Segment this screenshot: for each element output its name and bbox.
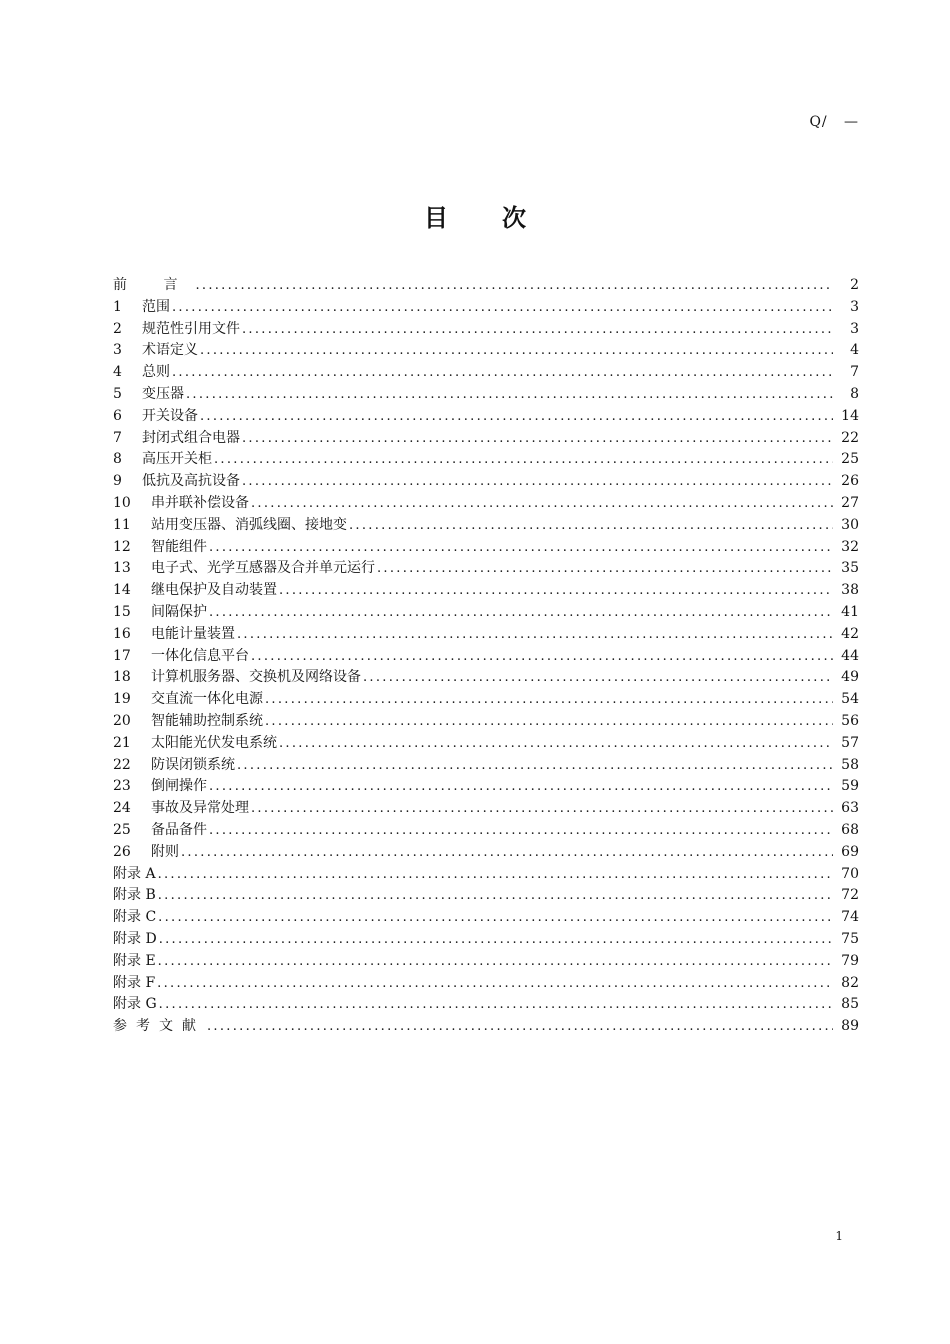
toc-entry-page: 82 <box>841 974 859 991</box>
toc-leader-dots <box>363 667 833 689</box>
toc-entry-number: 16 <box>113 625 131 642</box>
toc-entry-page: 56 <box>841 712 859 729</box>
toc-entry-number: 4 <box>113 364 122 381</box>
toc-entry-number: 9 <box>113 473 122 490</box>
toc-entry-number: 18 <box>113 669 131 686</box>
toc-entry-number: 22 <box>113 756 131 773</box>
toc-entry-title: 附录 A <box>113 865 156 882</box>
toc-leader-dots <box>279 733 833 755</box>
toc-entry-number: 17 <box>113 647 131 664</box>
toc-entry-title: 附录 E <box>113 952 156 969</box>
toc-entry-title: 附录 D <box>113 930 157 947</box>
toc-entry-number: 25 <box>113 821 131 838</box>
toc-entry-title: 规范性引用文件 <box>142 320 240 337</box>
toc-entry-page: 41 <box>841 603 859 620</box>
toc-entry[interactable] <box>113 362 859 384</box>
toc-leader-dots <box>207 1016 833 1038</box>
toc-entry-title: 低抗及高抗设备 <box>142 473 240 490</box>
toc-entry[interactable] <box>113 667 859 689</box>
toc-leader-dots <box>251 493 833 515</box>
toc-list <box>113 275 859 1038</box>
toc-entry[interactable] <box>113 820 859 842</box>
toc-entry-number: 20 <box>113 712 131 729</box>
toc-leader-dots <box>349 515 833 537</box>
toc-entry[interactable] <box>113 493 859 515</box>
toc-entry-page: 89 <box>841 1018 859 1035</box>
toc-entry-title: 太阳能光伏发电系统 <box>151 734 277 751</box>
toc-entry-page: 69 <box>841 843 859 860</box>
toc-leader-dots <box>186 384 833 406</box>
toc-title-part2: 次 <box>502 204 526 232</box>
toc-entry-number: 5 <box>113 385 122 402</box>
toc-entry-page: 57 <box>841 734 859 751</box>
toc-leader-dots <box>237 624 833 646</box>
toc-entry-page: 26 <box>841 473 859 490</box>
toc-entry-title: 防误闭锁系统 <box>151 756 235 773</box>
toc-entry-number: 15 <box>113 603 131 620</box>
toc-entry-title: 智能组件 <box>151 538 207 555</box>
toc-entry-title: 总则 <box>142 364 170 381</box>
toc-entry-title: 封闭式组合电器 <box>142 429 240 446</box>
toc-entry-title: 开关设备 <box>142 407 198 424</box>
toc-entry-title: 备品备件 <box>151 821 207 838</box>
toc-entry-page: 22 <box>841 429 859 446</box>
toc-leader-dots <box>279 580 833 602</box>
toc-leader-dots <box>172 297 833 319</box>
toc-entry[interactable] <box>113 449 859 471</box>
toc-entry-title: 继电保护及自动装置 <box>151 582 277 599</box>
toc-entry-page: 3 <box>850 320 859 337</box>
toc-entry-title: 前 言 <box>113 277 194 293</box>
toc-leader-dots <box>157 973 833 995</box>
document-code: Q/ — <box>809 114 859 130</box>
toc-entry-title: 高压开关柜 <box>142 451 212 468</box>
toc-entry-title: 一体化信息平台 <box>151 647 249 664</box>
toc-entry-appendix[interactable] <box>113 994 859 1016</box>
toc-entry-foreword[interactable] <box>113 275 859 297</box>
toc-entry-page: 59 <box>841 778 859 795</box>
toc-entry-number: 23 <box>113 778 131 795</box>
toc-entry[interactable] <box>113 733 859 755</box>
toc-entry-number: 13 <box>113 560 131 577</box>
toc-entry-number: 10 <box>113 494 131 511</box>
toc-entry-page: 79 <box>841 952 859 969</box>
toc-entry[interactable] <box>113 755 859 777</box>
toc-leader-dots <box>159 994 833 1016</box>
toc-entry-page: 68 <box>841 821 859 838</box>
toc-entry-title: 变压器 <box>142 385 184 402</box>
toc-entry[interactable] <box>113 689 859 711</box>
toc-entry-appendix[interactable] <box>113 929 859 951</box>
toc-entry-page: 25 <box>841 451 859 468</box>
toc-entry[interactable] <box>113 842 859 864</box>
toc-entry-title: 附录 G <box>113 996 157 1013</box>
toc-leader-dots <box>265 689 833 711</box>
toc-leader-dots <box>214 449 833 471</box>
toc-entry-page: 75 <box>841 930 859 947</box>
toc-leader-dots <box>209 537 833 559</box>
toc-entry-title: 附录 C <box>113 909 157 926</box>
toc-entry-page: 85 <box>841 996 859 1013</box>
toc-entry-page: 14 <box>841 407 859 424</box>
toc-entry-appendix[interactable] <box>113 973 859 995</box>
toc-leader-dots <box>172 362 833 384</box>
toc-leader-dots <box>158 864 833 886</box>
toc-title <box>0 198 950 233</box>
toc-entry[interactable] <box>113 319 859 341</box>
toc-entry-page: 44 <box>841 647 859 664</box>
toc-entry-appendix[interactable] <box>113 907 859 929</box>
toc-entry-title: 交直流一体化电源 <box>151 691 263 708</box>
toc-entry-number: 21 <box>113 734 131 751</box>
toc-entry-title: 间隔保护 <box>151 603 207 620</box>
toc-leader-dots <box>209 820 833 842</box>
toc-leader-dots <box>159 929 833 951</box>
toc-entry-title: 附录 F <box>113 974 156 991</box>
toc-entry[interactable] <box>113 798 859 820</box>
toc-entry-number: 3 <box>113 342 122 359</box>
toc-leader-dots <box>242 428 833 450</box>
toc-leader-dots <box>195 275 833 297</box>
toc-leader-dots <box>251 646 833 668</box>
toc-entry-number: 14 <box>113 582 131 599</box>
toc-entry-title: 范围 <box>142 298 170 315</box>
toc-entry-page: 74 <box>841 909 859 926</box>
toc-entry-title: 参考文献 <box>113 1018 205 1035</box>
toc-entry[interactable] <box>113 297 859 319</box>
toc-entry-number: 7 <box>113 429 122 446</box>
toc-entry-title: 计算机服务器、交换机及网络设备 <box>151 669 361 686</box>
toc-entry-page: 27 <box>841 494 859 511</box>
toc-entry[interactable] <box>113 471 859 493</box>
toc-leader-dots <box>209 602 833 624</box>
toc-entry-page: 2 <box>850 277 859 293</box>
toc-entry-title: 术语定义 <box>142 342 198 359</box>
toc-entry[interactable] <box>113 515 859 537</box>
toc-entry[interactable] <box>113 646 859 668</box>
toc-entry[interactable] <box>113 624 859 646</box>
toc-entry-page: 72 <box>841 887 859 904</box>
toc-leader-dots <box>242 471 833 493</box>
toc-entry[interactable] <box>113 340 859 362</box>
toc-entry[interactable] <box>113 406 859 428</box>
toc-entry-number: 26 <box>113 843 131 860</box>
toc-entry-number: 12 <box>113 538 131 555</box>
toc-entry-page: 70 <box>841 865 859 882</box>
toc-entry-page: 3 <box>850 298 859 315</box>
toc-entry-page: 7 <box>850 364 859 381</box>
toc-entry-title: 串并联补偿设备 <box>151 494 249 511</box>
toc-leader-dots <box>209 776 833 798</box>
toc-entry-appendix[interactable] <box>113 885 859 907</box>
toc-entry[interactable] <box>113 776 859 798</box>
toc-entry-number: 19 <box>113 691 131 708</box>
toc-entry[interactable] <box>113 558 859 580</box>
toc-leader-dots <box>181 842 833 864</box>
toc-entry-title: 智能辅助控制系统 <box>151 712 263 729</box>
toc-title-part1: 目 <box>424 204 448 232</box>
toc-leader-dots <box>242 319 833 341</box>
toc-leader-dots <box>158 885 833 907</box>
toc-entry-title: 电能计量装置 <box>151 625 235 642</box>
toc-entry-title: 事故及异常处理 <box>151 800 249 817</box>
page-number: 1 <box>835 1229 843 1243</box>
toc-leader-dots <box>158 907 833 929</box>
toc-leader-dots <box>265 711 833 733</box>
toc-entry[interactable] <box>113 711 859 733</box>
toc-entry-title: 电子式、光学互感器及合并单元运行 <box>151 560 375 577</box>
toc-entry-title: 站用变压器、消弧线圈、接地变 <box>151 516 347 533</box>
toc-entry-title: 附录 B <box>113 887 156 904</box>
toc-entry-number: 1 <box>113 298 122 315</box>
toc-leader-dots <box>200 340 833 362</box>
toc-entry-page: 35 <box>841 560 859 577</box>
toc-entry-title: 倒闸操作 <box>151 778 207 795</box>
toc-entry-title: 附则 <box>151 843 179 860</box>
toc-entry-number: 24 <box>113 800 131 817</box>
toc-entry-number: 2 <box>113 320 122 337</box>
toc-entry-page: 4 <box>850 342 859 359</box>
toc-leader-dots <box>377 558 833 580</box>
toc-entry-page: 42 <box>841 625 859 642</box>
toc-entry-number: 8 <box>113 451 122 468</box>
toc-entry-number: 6 <box>113 407 122 424</box>
toc-entry-page: 49 <box>841 669 859 686</box>
toc-entry-page: 54 <box>841 691 859 708</box>
toc-leader-dots <box>237 755 833 777</box>
toc-leader-dots <box>200 406 833 428</box>
toc-entry[interactable] <box>113 537 859 559</box>
toc-entry-appendix[interactable] <box>113 951 859 973</box>
toc-entry-number: 11 <box>113 516 131 533</box>
toc-entry-page: 63 <box>841 800 859 817</box>
toc-entry-page: 32 <box>841 538 859 555</box>
toc-entry-references[interactable] <box>113 1016 859 1038</box>
toc-leader-dots <box>251 798 833 820</box>
toc-entry-page: 38 <box>841 582 859 599</box>
toc-entry[interactable] <box>113 602 859 624</box>
toc-entry-page: 8 <box>850 385 859 402</box>
toc-entry[interactable] <box>113 384 859 406</box>
toc-entry-page: 58 <box>841 756 859 773</box>
toc-entry-appendix[interactable] <box>113 864 859 886</box>
toc-entry-page: 30 <box>841 516 859 533</box>
toc-entry[interactable] <box>113 428 859 450</box>
toc-leader-dots <box>158 951 833 973</box>
toc-entry[interactable] <box>113 580 859 602</box>
